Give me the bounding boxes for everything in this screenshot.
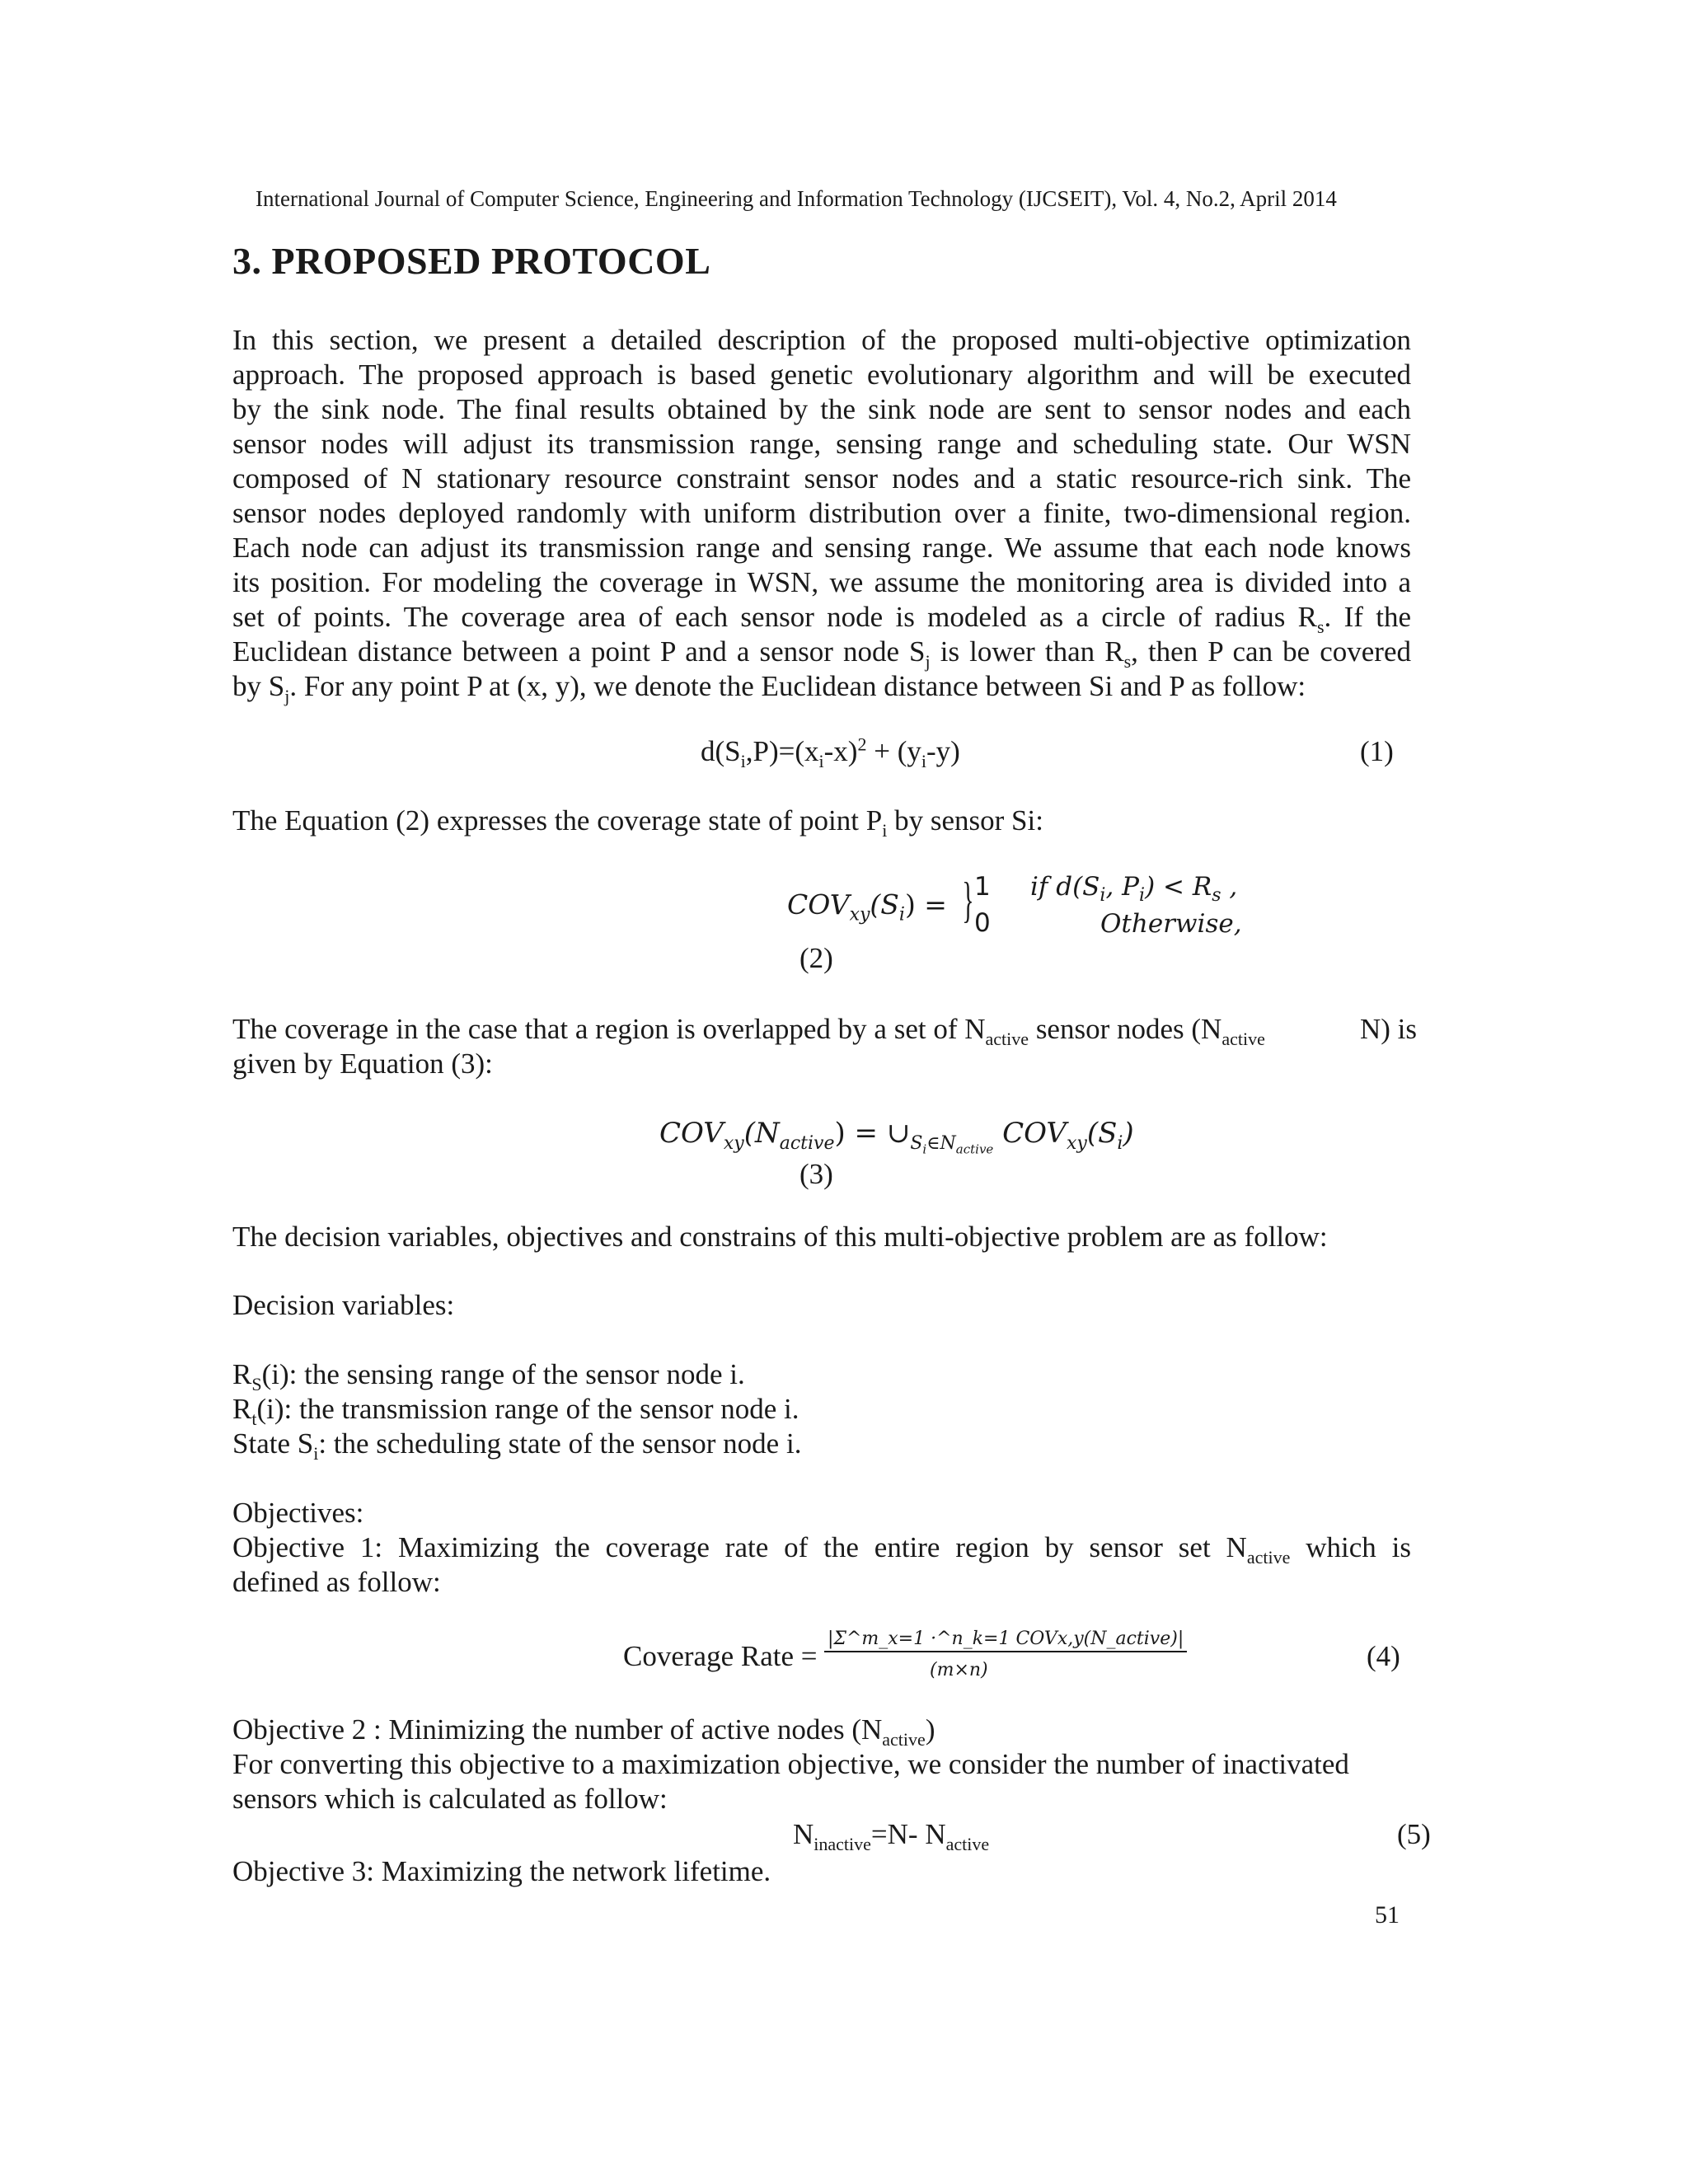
intro-line: In this section, we present a detailed description of the proposed multi-objective optimization [232, 324, 1411, 356]
intro-line: by $S_j$. For any point P at (x, y), we denote the Euclidean distance between Si and P as follow: [232, 670, 1306, 706]
intro-line: by the sink node. The final results obtained by the sink node are sent to sensor nodes and each [232, 393, 1411, 425]
decision-item: State $S_i$: the scheduling state of the sensor node i. [232, 1427, 802, 1464]
case-value-0: 0 [974, 908, 991, 938]
equation-2-intro: The Equation (2) expresses the coverage state of point $P_i$ by sensor Si: [232, 804, 1043, 841]
intro-line: Euclidean distance between a point P and a sensor node $S_j$ is lower than $R_s$, then P can be covered [232, 635, 1411, 672]
objective-2: Objective 2 : Minimizing the number of active nodes $(N_{active})$ [232, 1713, 935, 1750]
intro-line: sensor nodes will adjust its transmission range, sensing range and scheduling state. Our WSN [232, 428, 1411, 460]
equation-3-number: (3) [799, 1158, 833, 1190]
intro-line: Each node can adjust its transmission range and sensing range. We assume that each node knows [232, 532, 1411, 564]
intro-line: its position. For modeling the coverage in WSN, we assume the monitoring area is divided into a [232, 566, 1411, 598]
intro-paragraph [232, 323, 1411, 704]
equation-2-number: (2) [799, 942, 833, 974]
objective-3: Objective 3: Maximizing the network lifetime. [232, 1855, 771, 1887]
objectives-heading: Objectives: [232, 1497, 364, 1529]
section-title: 3. PROPOSED PROTOCOL [232, 240, 711, 282]
intro-line: sensor nodes deployed randomly with uniform distribution over a finite, two-dimensional region. [232, 497, 1411, 529]
equation-1: $d(S_i,P)=(x_i-x)^2 + (y_i-y)$ [701, 733, 960, 771]
intro-line: approach. The proposed approach is based genetic evolutionary algorithm and will be executed [232, 359, 1411, 391]
case-condition-1: if $d(S_i$, $P_i) < R_s$ , [1030, 872, 1238, 907]
case-condition-2: Otherwise, [1100, 909, 1242, 939]
equation-4-numerator: |Σ^m_x=1 ·^n_k=1 COVx,y(N_active)| [824, 1629, 1187, 1652]
equation-3-intro-line2: given by Equation (3): [232, 1047, 493, 1080]
decision-intro: The decision variables, objectives and constrains of this multi-objective problem are as follow: [232, 1221, 1328, 1253]
case-value-1: 1 [974, 872, 991, 902]
equation-4-denominator: (m×n) [930, 1660, 988, 1680]
page-number: 51 [1375, 1901, 1400, 1929]
intro-line: set of points. The coverage area of each sensor node is modeled as a circle of radius $R_s$. If the [232, 601, 1411, 637]
equation-3-intro-tail: N) is [1360, 1013, 1418, 1045]
equation-2-lhs: $COV_{xy}(S_i)$ = [787, 888, 947, 926]
decision-heading: Decision variables: [232, 1289, 455, 1321]
equation-5-number: (5) [1397, 1818, 1431, 1850]
running-header: International Journal of Computer Science, Engineering and Information Technology (IJCSEIT), Vol. 4, No.2, April 2014 [256, 186, 1337, 211]
equation-1-number: (1) [1360, 735, 1394, 767]
equation-3: $COV_{xy}(N_{active})$ = $\cup_{S_i\in N_{active}}$ $COV_{xy}(S_i)$ [659, 1117, 1134, 1157]
objective-2-text: For converting this objective to a maximization objective, we consider the number of inactivated [232, 1748, 1349, 1780]
decision-item: $R_S(i)$: the sensing range of the sensor node i. [232, 1358, 745, 1394]
equation-3-intro: The coverage in the case that a region is overlapped by a set of $N_{active}$ sensor nodes ($N_{active}$ [232, 1013, 1265, 1049]
objective-1: Objective 1: Maximizing the coverage rate of the entire region by sensor set $N_{active}$ which is defined as follow: [232, 1531, 1411, 1598]
decision-item: $R_t(i)$: the transmission range of the sensor node i. [232, 1393, 799, 1429]
objective-2-text: sensors which is calculated as follow: [232, 1783, 668, 1815]
equation-4-label: Coverage Rate = [623, 1640, 818, 1672]
equation-4-number: (4) [1367, 1640, 1400, 1672]
intro-line: composed of N stationary resource constraint sensor nodes and a static resource-rich sink. The [232, 462, 1411, 494]
equation-5: $N_{inactive}=N-$ $N_{active}$ [793, 1818, 990, 1854]
brace-icon: } [962, 873, 974, 927]
